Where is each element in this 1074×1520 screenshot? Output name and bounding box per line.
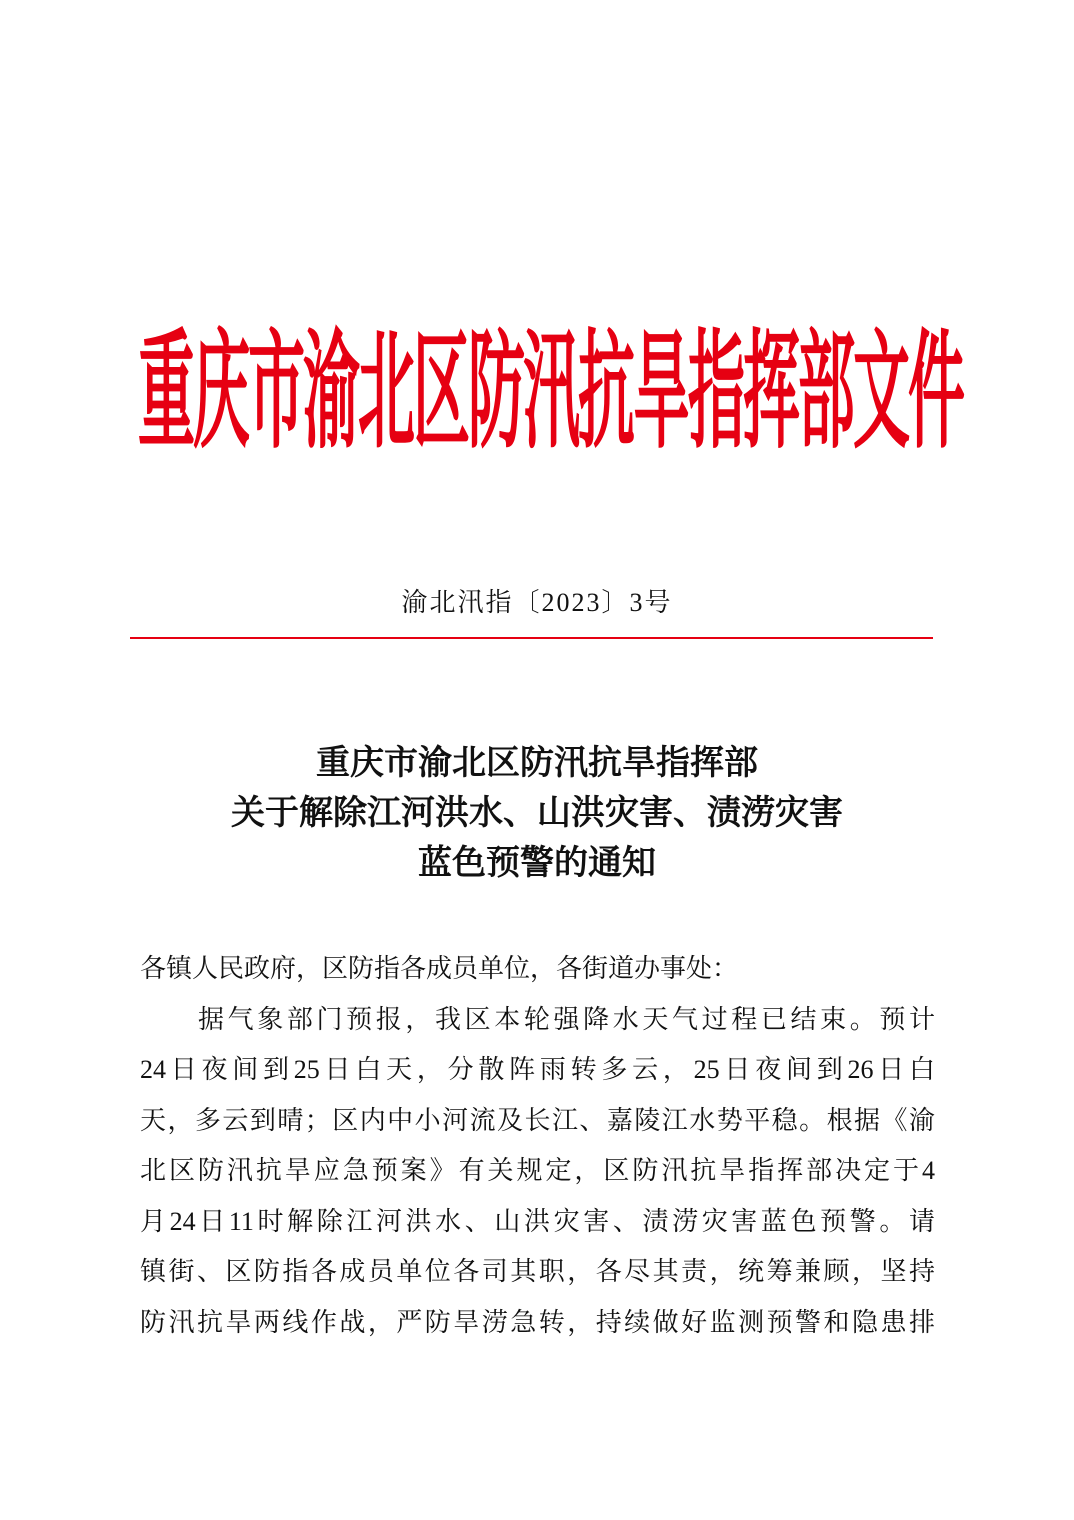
headline-line: 关于解除江河洪水、山洪灾害、渍涝灾害 [231,793,843,833]
body-line: 镇街、区防指各成员单位各司其职，各尽其责，统筹兼顾，坚持 [140,1257,935,1286]
headline-line: 蓝色预警的通知 [418,843,656,883]
document-masthead: 重庆市渝北区防汛抗旱指挥部文件 [138,318,963,468]
body-line: 北区防汛抗旱应急预案》有关规定，区防汛抗旱指挥部决定于4 [140,1156,935,1185]
body-line: 月24日11时解除江河洪水、山洪灾害、渍涝灾害蓝色预警。请 [140,1206,935,1236]
body-line: 天，多云到晴；区内中小河流及长江、嘉陵江水势平稳。根据《渝 [140,1105,935,1135]
headline-line: 重庆市渝北区防汛抗旱指挥部 [316,743,758,783]
document-headline [0,738,1074,888]
body-line: 防汛抗旱两线作战，严防旱涝急转，持续做好监测预警和隐患排 [140,1307,935,1337]
body-line: 24日夜间到25日白天，分散阵雨转多云，25日夜间到26日白 [140,1055,935,1084]
red-divider-line [130,637,933,639]
document-body [140,944,935,1348]
document-number: 渝北汛指〔2023〕3号 [401,588,673,617]
body-line: 据气象部门预报，我区本轮强降水天气过程已结束。预计 [198,1004,935,1034]
salutation: 各镇人民政府，区防指各成员单位，各街道办事处： [140,954,739,983]
